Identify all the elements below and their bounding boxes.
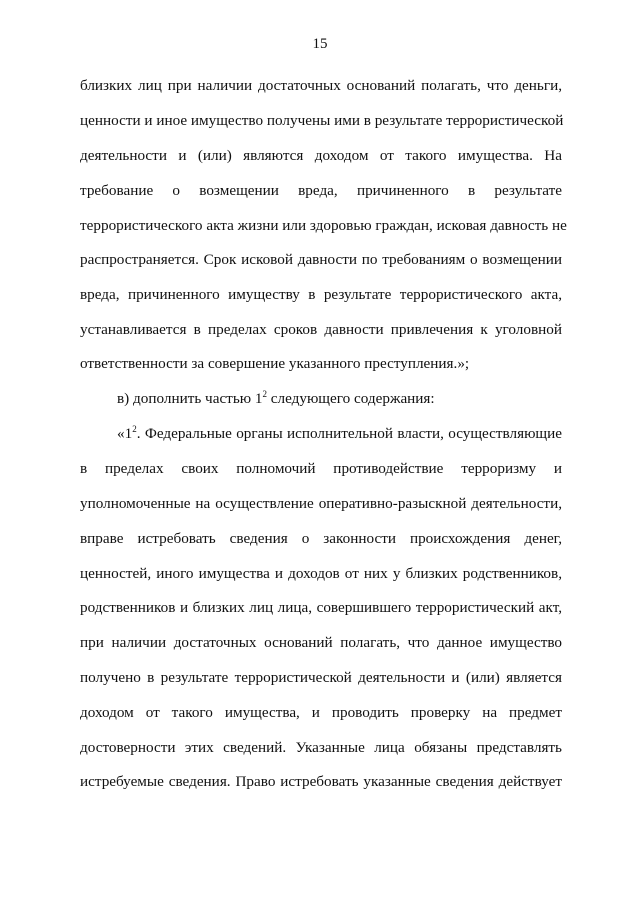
- superscript: 2: [262, 389, 267, 399]
- text-line: получено в результате террористической деятельности и (или) является: [80, 669, 562, 686]
- text-line: вреда, причиненного имуществу в результате террористического акта,: [80, 286, 562, 303]
- text-line: устанавливается в пределах сроков давности привлечения к уголовной: [80, 321, 562, 338]
- paragraph-amendment: [117, 389, 562, 409]
- text-line: доходом от такого имущества, и проводить проверку на предмет: [80, 704, 562, 721]
- text-line: ценности и иное имущество получены ими в результате террористической: [80, 112, 564, 129]
- text-line: требование о возмещении вреда, причиненного в результате: [80, 182, 562, 199]
- superscript: 2: [132, 424, 137, 434]
- text-line: родственников и близких лиц лица, совершившего террористический акт,: [80, 599, 562, 616]
- text-line: близких лиц при наличии достаточных оснований полагать, что деньги,: [80, 77, 562, 94]
- text-line: при наличии достаточных оснований полагать, что данное имущество: [80, 634, 562, 651]
- text-span: . Федеральные органы исполнительной власти, осуществляющие: [136, 425, 562, 442]
- paragraph-first-line: [117, 424, 562, 444]
- text-line: истребуемые сведения. Право истребовать указанные сведения действует: [80, 773, 562, 790]
- page-number: 15: [312, 36, 328, 52]
- text-line: уполномоченные на осуществление оперативно-разыскной деятельности,: [80, 495, 562, 512]
- text-line: ценностей, иного имущества и доходов от них у близких родственников,: [80, 565, 562, 582]
- text-span: «1: [117, 425, 133, 442]
- text-line: вправе истребовать сведения о законности происхождения денег,: [80, 530, 562, 547]
- text-line: ответственности за совершение указанного преступления.»;: [80, 355, 470, 372]
- text-line: в пределах своих полномочий противодействие терроризму и: [80, 460, 562, 477]
- text-line: распространяется. Срок исковой давности по требованиям о возмещении: [80, 251, 562, 268]
- text-span: в) дополнить частью 1: [117, 390, 263, 407]
- text-span: следующего содержания:: [266, 390, 435, 407]
- text-line: террористического акта жизни или здоровью граждан, исковая давность не: [80, 217, 567, 234]
- text-line: деятельности и (или) являются доходом от такого имущества. На: [80, 147, 562, 164]
- text-line: достоверности этих сведений. Указанные лица обязаны представлять: [80, 739, 562, 756]
